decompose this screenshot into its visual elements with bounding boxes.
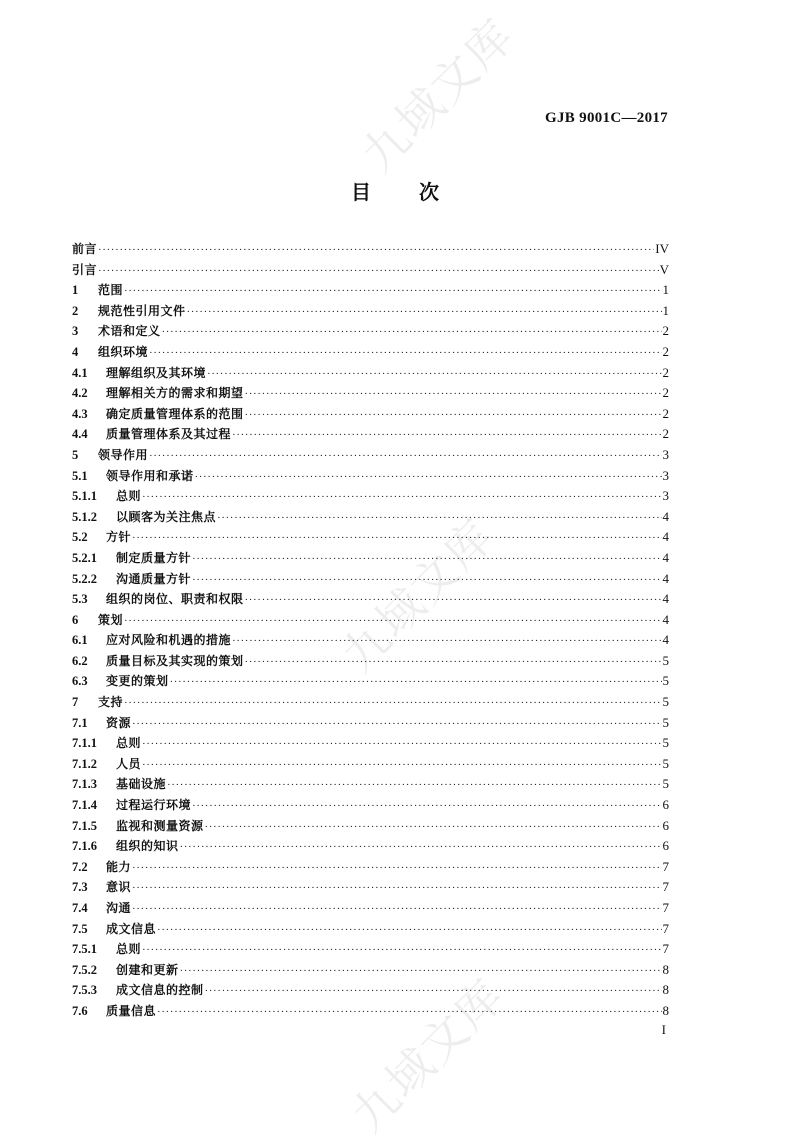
toc-entry[interactable]: [72, 404, 669, 425]
toc-entry[interactable]: [72, 980, 669, 1001]
toc-entry-page: 1: [662, 282, 669, 298]
toc-entry[interactable]: [72, 939, 669, 960]
toc-entry-number: 5.1: [72, 468, 88, 483]
dot-leader: [124, 611, 661, 632]
toc-entry-number: 7.5.2: [72, 962, 97, 977]
dot-leader: [98, 240, 654, 261]
toc-entry[interactable]: [72, 589, 669, 610]
toc-entry-number: 5.3: [72, 592, 88, 607]
toc-entry-label: 成文信息的控制: [116, 983, 204, 998]
toc-entry[interactable]: [72, 733, 669, 754]
toc-entry[interactable]: [72, 816, 669, 837]
toc-entry-label: 过程运行环境: [116, 798, 192, 813]
toc-entry-label: 领导作用和承诺: [106, 468, 194, 483]
page-title: [0, 176, 790, 205]
toc-entry[interactable]: [72, 383, 669, 404]
toc-entry[interactable]: [72, 445, 669, 466]
toc-entry-number: 5.2: [72, 530, 88, 545]
toc-entry[interactable]: [72, 857, 669, 878]
toc-entry-page: V: [659, 261, 669, 277]
toc-entry-page: 4: [662, 549, 669, 565]
toc-entry-page: 2: [662, 343, 669, 359]
toc-entry-number: 7.1.1: [72, 736, 97, 751]
toc-entry-label: 变更的策划: [106, 674, 169, 689]
dot-leader: [232, 425, 661, 446]
toc-entry-label: 组织环境: [98, 344, 149, 359]
toc-entry[interactable]: [72, 321, 669, 342]
dot-leader: [142, 734, 661, 755]
toc-entry-label: 总则: [116, 489, 142, 504]
toc-entry-number: 4.1: [72, 365, 88, 380]
toc-entry-number: 7.4: [72, 901, 88, 915]
toc-entry-number: 7.1.4: [72, 798, 97, 813]
toc-entry-label: 前言: [72, 242, 98, 256]
toc-entry-page: 2: [662, 323, 669, 339]
dot-leader: [149, 446, 661, 467]
toc-entry-number: 6: [72, 612, 79, 627]
toc-entry-page: 6: [662, 797, 669, 813]
toc-entry[interactable]: [72, 548, 669, 569]
watermark: 九域文库: [341, 968, 516, 1143]
toc-entry[interactable]: [72, 960, 669, 981]
toc-entry[interactable]: [72, 877, 669, 898]
dot-leader: [245, 384, 662, 405]
dot-leader: [192, 549, 661, 570]
toc-entry[interactable]: [72, 898, 669, 919]
dot-leader: [217, 508, 661, 529]
toc-entry[interactable]: [72, 774, 669, 795]
toc-entry-label: 范围: [98, 283, 124, 298]
toc-entry[interactable]: [72, 486, 669, 507]
toc-entry-number: 4: [72, 344, 79, 359]
toc-entry[interactable]: [72, 527, 669, 548]
dot-leader: [132, 858, 661, 879]
dot-leader: [149, 343, 661, 364]
watermark: 九域文库: [331, 508, 506, 683]
toc-entry-page: 2: [662, 385, 669, 401]
toc-entry-label: 支持: [98, 695, 124, 710]
toc-entry-page: 2: [662, 426, 669, 442]
toc-entry-number: 2: [72, 303, 79, 318]
toc-entry-number: 4.4: [72, 427, 88, 442]
toc-entry-label: 引言: [72, 262, 98, 277]
toc-entry-label: 质量目标及其实现的策划: [106, 653, 244, 668]
title-char-1: 目: [351, 180, 371, 204]
toc-entry[interactable]: [72, 466, 669, 487]
toc-entry-label: 领导作用: [98, 447, 149, 462]
toc-entry-number: 6.3: [72, 674, 88, 689]
toc-entry[interactable]: [72, 280, 669, 301]
toc-entry-number: 1: [72, 283, 79, 298]
toc-entry-page: 5: [662, 755, 669, 771]
watermark: 九域文库: [351, 8, 526, 183]
toc-entry[interactable]: [72, 630, 669, 651]
dot-leader: [98, 261, 659, 282]
toc-entry[interactable]: [72, 569, 669, 590]
toc-entry-number: 7.1.5: [72, 818, 97, 833]
toc-entry-label: 应对风险和机遇的措施: [106, 633, 232, 648]
toc-entry[interactable]: [72, 301, 669, 322]
toc-entry-page: 5: [662, 776, 669, 792]
toc-entry-label: 理解组织及其环境: [106, 365, 207, 380]
toc-entry-label: 以顾客为关注焦点: [116, 509, 217, 524]
toc-entry-label: 策划: [98, 612, 124, 627]
toc-entry-page: 5: [662, 694, 669, 710]
toc-entry-page: 7: [662, 900, 669, 915]
toc-entry-page: 7: [662, 920, 669, 936]
toc-entry-page: 3: [662, 488, 669, 504]
toc-entry-number: 7.5.1: [72, 942, 97, 957]
toc-entry-page: 3: [662, 467, 669, 483]
toc-entry-page: 4: [662, 570, 669, 586]
toc-entry-page: 8: [662, 1002, 669, 1018]
toc-entry-label: 意识: [106, 880, 132, 895]
toc-entry-page: 8: [662, 982, 669, 998]
toc-entry[interactable]: [72, 713, 669, 734]
toc-entry-number: 7.1: [72, 715, 88, 730]
toc-entry[interactable]: [72, 671, 669, 692]
toc-entry-label: 成文信息: [106, 921, 157, 936]
toc-entry-number: 5.1.1: [72, 489, 97, 504]
toc-entry[interactable]: [72, 342, 669, 363]
toc-entry-number: 6.2: [72, 653, 88, 668]
dot-leader: [245, 590, 662, 611]
toc-entry-page: 5: [662, 714, 669, 730]
toc-entry[interactable]: [72, 1001, 669, 1022]
toc-entry-label: 人员: [116, 756, 142, 771]
toc-entry-label: 沟通: [106, 901, 132, 915]
toc-entry-page: 6: [662, 838, 669, 854]
dot-leader: [142, 487, 661, 508]
toc-entry-page: 5: [662, 735, 669, 751]
toc-entry-number: 7.1.3: [72, 777, 97, 792]
dot-leader: [205, 817, 662, 838]
toc-entry-number: 7.6: [72, 1003, 88, 1018]
toc-entry[interactable]: [72, 424, 669, 445]
toc-entry-page: 3: [662, 446, 669, 462]
dot-leader: [132, 714, 661, 735]
dot-leader: [124, 693, 661, 714]
toc-entry[interactable]: [72, 260, 669, 281]
standard-code: GJB 9001C—2017: [545, 110, 668, 126]
dot-leader: [157, 920, 661, 941]
toc-entry-label: 创建和更新: [116, 962, 179, 977]
toc-entry-page: 5: [662, 652, 669, 668]
toc-entry-number: 7: [72, 695, 79, 710]
toc-entry-label: 术语和定义: [98, 324, 161, 339]
dot-leader: [132, 528, 661, 549]
toc-entry[interactable]: [72, 239, 669, 260]
toc-entry-number: 3: [72, 324, 79, 339]
toc-entry-label: 基础设施: [116, 777, 167, 792]
toc-entry-label: 总则: [116, 736, 142, 751]
toc-entry-label: 制定质量方针: [116, 550, 192, 565]
toc-entry-page: 4: [662, 632, 669, 648]
table-of-contents: [72, 239, 669, 1022]
toc-entry-label: 组织的岗位、职责和权限: [106, 592, 244, 607]
toc-entry[interactable]: [72, 610, 669, 631]
dot-leader: [162, 322, 662, 343]
dot-leader: [180, 837, 662, 858]
toc-entry[interactable]: [72, 651, 669, 672]
toc-entry-label: 组织的知识: [116, 839, 179, 854]
toc-entry[interactable]: [72, 692, 669, 713]
dot-leader: [132, 899, 661, 920]
toc-entry[interactable]: [72, 919, 669, 940]
toc-entry-label: 总则: [116, 942, 142, 957]
page-number: I: [661, 1022, 666, 1037]
toc-entry-number: 7.2: [72, 859, 88, 874]
title-char-2: 次: [419, 180, 439, 204]
dot-leader: [187, 302, 662, 323]
dot-leader: [192, 570, 661, 591]
toc-entry-label: 规范性引用文件: [98, 303, 186, 318]
toc-entry-page: 6: [662, 817, 669, 833]
dot-leader: [245, 405, 662, 426]
toc-entry-label: 沟通质量方针: [116, 571, 192, 586]
toc-entry-number: 4.2: [72, 386, 88, 401]
toc-entry-page: 5: [662, 673, 669, 689]
toc-entry[interactable]: [72, 836, 669, 857]
toc-entry-label: 质量信息: [106, 1003, 157, 1018]
dot-leader: [132, 878, 661, 899]
dot-leader: [192, 796, 661, 817]
toc-entry-page: 8: [662, 961, 669, 977]
toc-entry-label: 能力: [106, 859, 132, 874]
toc-entry-number: 5.2.2: [72, 571, 97, 586]
toc-entry-label: 方针: [106, 530, 132, 545]
toc-entry-number: 5.1.2: [72, 509, 97, 524]
toc-entry-number: 5: [72, 447, 79, 462]
toc-entry-page: 2: [662, 364, 669, 380]
dot-leader: [180, 961, 662, 982]
toc-entry-page: 7: [662, 879, 669, 895]
toc-entry-label: 监视和测量资源: [116, 818, 204, 833]
toc-entry-number: 5.2.1: [72, 550, 97, 565]
dot-leader: [232, 631, 661, 652]
toc-entry-number: 7.5.3: [72, 983, 97, 998]
dot-leader: [142, 755, 661, 776]
toc-entry-page: 4: [662, 508, 669, 524]
toc-entry-number: 6.1: [72, 633, 88, 648]
toc-entry-page: 7: [662, 941, 669, 957]
toc-entry[interactable]: [72, 507, 669, 528]
toc-entry-page: 7: [662, 858, 669, 874]
dot-leader: [207, 364, 661, 385]
toc-entry-page: 4: [662, 591, 669, 607]
toc-entry-page: IV: [655, 241, 669, 256]
toc-entry-number: 7.3: [72, 880, 88, 895]
toc-entry-page: 4: [662, 529, 669, 545]
dot-leader: [195, 467, 662, 488]
toc-entry[interactable]: [72, 754, 669, 775]
toc-entry-number: 7.1.6: [72, 839, 97, 854]
toc-entry-page: 1: [662, 302, 669, 318]
toc-entry-number: 7.1.2: [72, 756, 97, 771]
toc-entry[interactable]: [72, 363, 669, 384]
dot-leader: [170, 672, 662, 693]
dot-leader: [124, 281, 661, 302]
dot-leader: [142, 940, 661, 961]
dot-leader: [157, 1002, 661, 1023]
toc-entry-label: 质量管理体系及其过程: [106, 427, 232, 442]
toc-entry-number: 7.5: [72, 921, 88, 936]
dot-leader: [205, 981, 662, 1002]
toc-entry-label: 确定质量管理体系的范围: [106, 406, 244, 421]
toc-entry-page: 4: [662, 611, 669, 627]
toc-entry-number: 4.3: [72, 406, 88, 421]
dot-leader: [167, 775, 661, 796]
dot-leader: [245, 652, 662, 673]
toc-entry-label: 资源: [106, 715, 132, 730]
toc-entry-page: 2: [662, 405, 669, 421]
toc-entry[interactable]: [72, 795, 669, 816]
toc-entry-label: 理解相关方的需求和期望: [106, 386, 244, 401]
